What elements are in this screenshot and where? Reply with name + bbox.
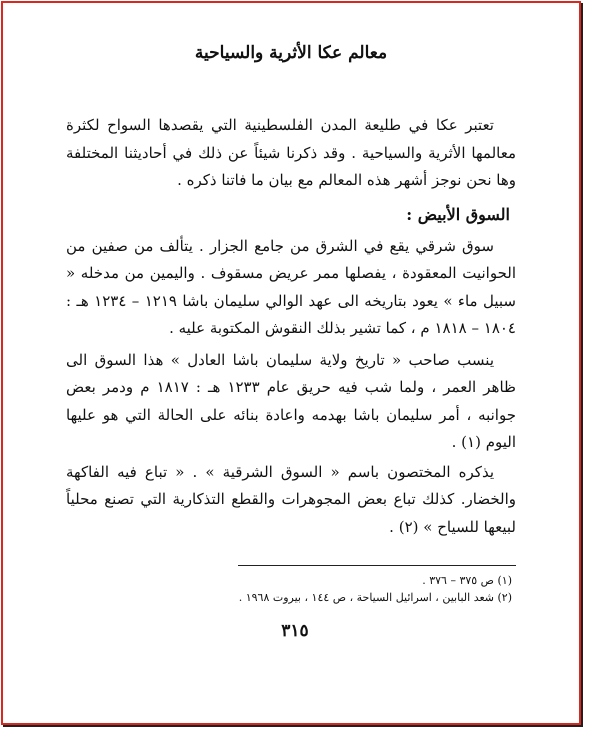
page-number: ٣١٥ [281,621,309,641]
intro-paragraph: تعتبر عكا في طليعة المدن الفلسطينية التي يقصدها السواح لكثرة معالمها الأثرية والسياحية . وقد ذكرنا شيئاً عن ذلك في أحاديثنا المختلفة وها نحن نوجز أشهر هذه المعالم مع بيان ما فاتنا ذكره . [66,116,516,189]
footnote-rule [238,565,516,566]
paragraph-1: سوق شرقي يقع في الشرق من جامع الجزار . يتألف من صفين من الحوانيت المعقودة ، يفصلها ممر عريض مسقوف . واليمين من مدخله « سبيل ماء » يعود بتاريخه الى عهد الوالي سليمان باشا ١٢١٩ – ١٢٣٤ هـ : ١٨٠٤ – ١٨١٨ م ، كما تشير بذلك النقوش المكتوبة عليه . [66,236,516,337]
document-page [66,42,516,541]
footnotes [66,572,516,606]
page-title: معالم عكا الأثرية والسياحية [194,43,388,63]
footnote-1: (١) ص ٣٧٥ – ٣٧٦ . [422,574,512,587]
section-heading: السوق الأبيض : [406,204,510,224]
paragraph-3: يذكره المختصون باسم « السوق الشرقية » . « تباع فيه الفاكهة والخضار. كذلك تباع بعض المجوهرات والقطع التذكارية التي تصنع محلياً لبيعها للسياح » (٢) . [66,462,516,536]
paragraph-2: ينسب صاحب « تاريخ ولاية سليمان باشا العادل » هذا السوق الى ظاهر العمر ، ولما شب فيه حريق عام ١٢٣٣ هـ : ١٨١٧ م ودمر بعض جوانبه ، أمر سليمان باشا بهدمه واعادة بنائه على الحالة التي هو عليها اليوم (١) . [66,350,516,451]
footnote-2: (٢) شعد البابين ، اسرائيل السياحة ، ص ١٤٤ ، بيروت ١٩٦٨ . [238,591,512,604]
